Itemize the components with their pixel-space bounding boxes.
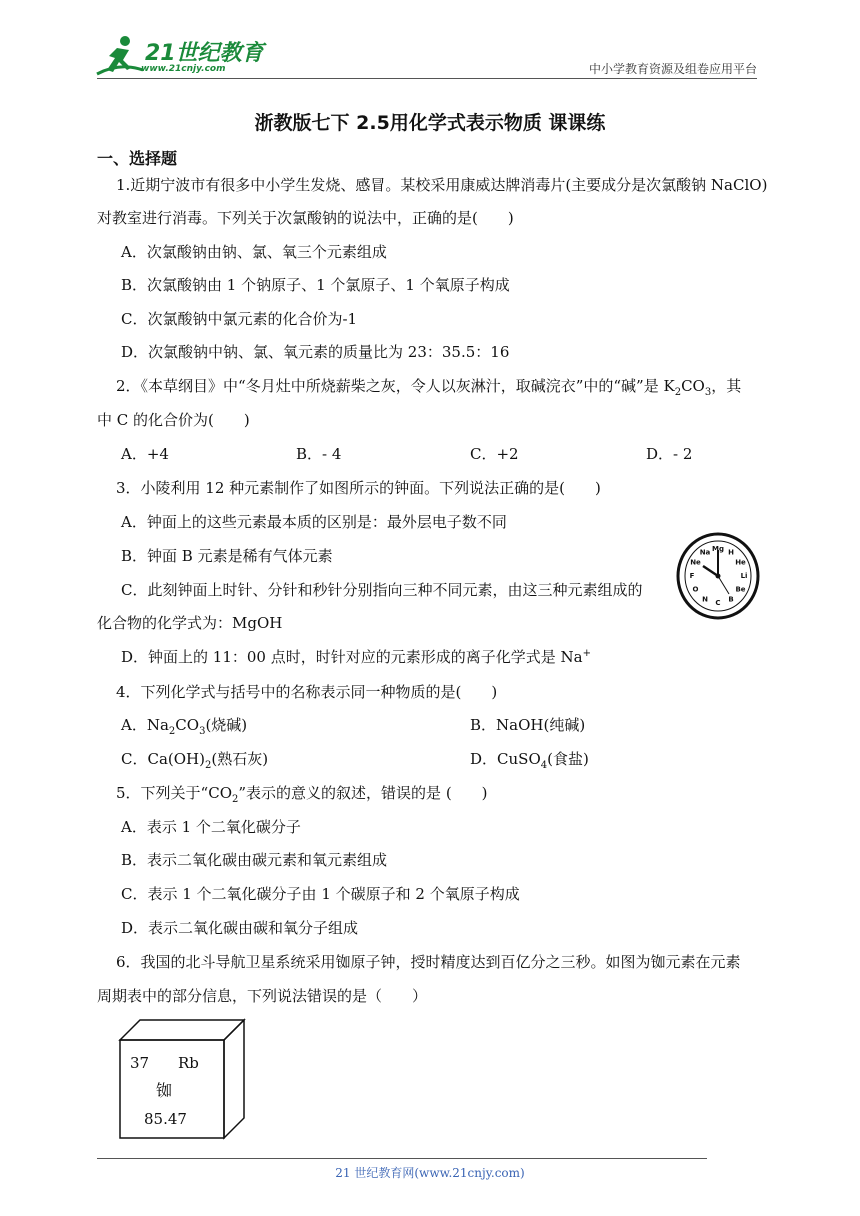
q1-stem-line2: 对教室进行消毒。下列关于次氯酸钠的说法中，正确的是( ) xyxy=(97,209,514,227)
q6-stem-line1: 6．我国的北斗导航卫星系统采用铷原子钟，授时精度达到百亿分之三秒。如图为铷元素在元素 xyxy=(116,953,741,971)
q4-option-d: D．CuSO$_4$(食盐) xyxy=(470,750,589,771)
element-name: 铷 xyxy=(156,1081,173,1100)
q1-option-a: A．次氯酸钠由钠、氯、氧三个元素组成 xyxy=(121,243,387,261)
clock-element-label: O xyxy=(692,585,699,594)
atomic-number: 37 xyxy=(130,1054,150,1072)
q2-option-c: C．+2 xyxy=(470,445,519,463)
q2-option-a: A．+4 xyxy=(121,445,169,463)
header-divider xyxy=(97,78,757,79)
clock-element-label: F xyxy=(689,572,695,580)
runner-logo-icon xyxy=(95,32,145,80)
q4-option-c: C．$Ca(OH)_2$(熟石灰) xyxy=(121,750,269,771)
q1-stem-line1: 1.近期宁波市有很多中小学生发烧、感冒。某校采用康威达牌消毒片(主要成分是次氯酸钠 NaClO) xyxy=(116,176,768,194)
clock-element-label: Mg xyxy=(712,545,724,553)
element-clock-figure xyxy=(675,530,761,620)
clock-element-label: He xyxy=(735,558,746,567)
clock-element-label: C xyxy=(715,599,721,607)
q3-option-c-line2: 化合物的化学式为：MgOH xyxy=(97,614,283,632)
page-title: 浙教版七下 2.5用化学式表示物质 课课练 xyxy=(254,112,606,134)
q2-option-b: B．- 4 xyxy=(296,445,342,463)
q4-option-b: B．NaOH(纯碱) xyxy=(470,716,586,734)
footer-divider xyxy=(97,1158,707,1159)
clock-element-label: Na xyxy=(699,548,711,557)
clock-element-label: Li xyxy=(740,572,748,580)
q5-option-b: B．表示二氧化碳由碳元素和氧元素组成 xyxy=(121,851,388,869)
q3-option-c-line1: C．此刻钟面上时针、分针和秒针分别指向三种不同元素，由这三种元素组成的 xyxy=(121,581,643,599)
atomic-mass: 85.47 xyxy=(144,1110,187,1128)
q3-stem: 3．小陵利用 12 种元素制作了如图所示的钟面。下列说法正确的是( ) xyxy=(116,479,601,497)
q5-option-a: A．表示 1 个二氧化碳分子 xyxy=(121,818,301,836)
q2-stem-line1: 2．《本草纲目》中“冬月灶中所烧薪柴之灰，令人以灰淋汁，取碱浣衣”中的“碱”是 $K_2CO_3$，其 xyxy=(116,377,742,398)
clock-element-label: B xyxy=(728,595,734,604)
q2-stem-line2: 中 C 的化合价为( ) xyxy=(97,411,250,429)
section-heading: 一、选择题 xyxy=(97,149,178,168)
q1-option-b: B．次氯酸钠由 1 个钠原子、1 个氯原子、1 个氧原子构成 xyxy=(121,276,510,294)
q5-option-d: D．表示二氧化碳由碳和氧分子组成 xyxy=(121,919,359,937)
q6-stem-line2: 周期表中的部分信息，下列说法错误的是（ ） xyxy=(97,987,428,1005)
q3-option-b: B．钟面 B 元素是稀有气体元素 xyxy=(121,547,333,565)
q5-option-c: C．表示 1 个二氧化碳分子由 1 个碳原子和 2 个氧原子构成 xyxy=(121,885,520,903)
q3-option-d: D．钟面上的 11：00 点时，时针对应的元素形成的离子化学式是 Na+ xyxy=(121,648,591,666)
clock-element-label: N xyxy=(702,595,708,604)
clock-element-label: Be xyxy=(735,585,746,594)
clock-element-label: H xyxy=(728,548,734,557)
header-platform-text: 中小学教育资源及组卷应用平台 xyxy=(588,62,757,76)
logo-text: 21世纪教育 xyxy=(145,41,264,66)
site-logo xyxy=(95,32,265,80)
q4-stem: 4．下列化学式与括号中的名称表示同一种物质的是( ) xyxy=(116,683,498,701)
q5-stem: 5．下列关于“$CO_2$”表示的意义的叙述，错误的是 ( ) xyxy=(116,784,488,805)
q4-option-a: A．$Na_2CO_3$(烧碱) xyxy=(121,716,248,737)
element-symbol: Rb xyxy=(178,1054,199,1072)
footer-text: 21 世纪教育网(www.21cnjy.com) xyxy=(335,1166,525,1180)
logo-url: www.21cnjy.com xyxy=(141,64,226,74)
clock-element-label: Ne xyxy=(690,558,701,567)
rubidium-element-card xyxy=(118,1018,246,1140)
q3-option-a: A．钟面上的这些元素最本质的区别是：最外层电子数不同 xyxy=(121,513,507,531)
q1-option-d: D．次氯酸钠中钠、氯、氧元素的质量比为 23：35.5：16 xyxy=(121,343,510,361)
q1-option-c: C．次氯酸钠中氯元素的化合价为-1 xyxy=(121,310,358,328)
q2-option-d: D．- 2 xyxy=(646,445,693,463)
